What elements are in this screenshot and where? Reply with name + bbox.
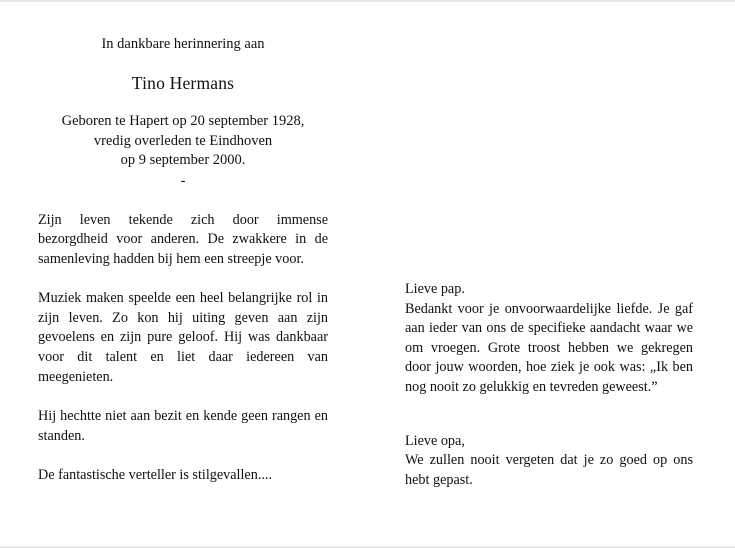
birth-line: Geboren te Hapert op 20 september 1928, [61,113,305,129]
paragraph-care: Zijn leven tekende zich door immense bezorgdheid voor anderen. De zwakkere in de samenleving hadden bij hem een streepje voor. [38,211,328,267]
greeting-dad: Lieve pap. [405,281,465,297]
life-dates [38,112,328,171]
left-column [38,30,328,486]
paragraph-possessions: Hij hechtte niet aan bezit en kende geen rangen en standen. [38,408,328,444]
message-grandpa: We zullen nooit vergeten dat je zo goed op ons hebt gepast. [405,452,693,488]
paragraph-storyteller: De fantastische verteller is stilgevallen.... [38,467,273,484]
death-date-line: op 9 september 2000. [120,152,246,168]
separator: - [180,172,186,189]
right-column [405,280,693,490]
grandpa-block [405,432,693,491]
top-edge [0,0,735,2]
deceased-name: Tino Hermans [131,73,235,93]
message-dad: Bedankt voor je onvoorwaardelijke liefde. Je gaf aan ieder van ons de specifieke aandacht waar we om vroegen. Grote troost hebben we gekregen door jouw woorden, hoe ziek je ook was: „Ik ben nog nooit zo gelukkig en tevreden geweest.” [405,300,693,395]
intro-text: In dankbare herinnering aan [101,36,265,52]
greeting-grandpa: Lieve opa, [405,432,465,449]
death-line: vredig overleden te Eindhoven [93,132,273,149]
paragraph-music: Muziek maken speelde een heel belangrijke rol in zijn leven. Zo kon hij uiting geven aan zijn gevoelens en zijn pure geloof. Hij was dankbaar voor dit talent en liet daar iedereen van meegenieten. [38,290,328,385]
